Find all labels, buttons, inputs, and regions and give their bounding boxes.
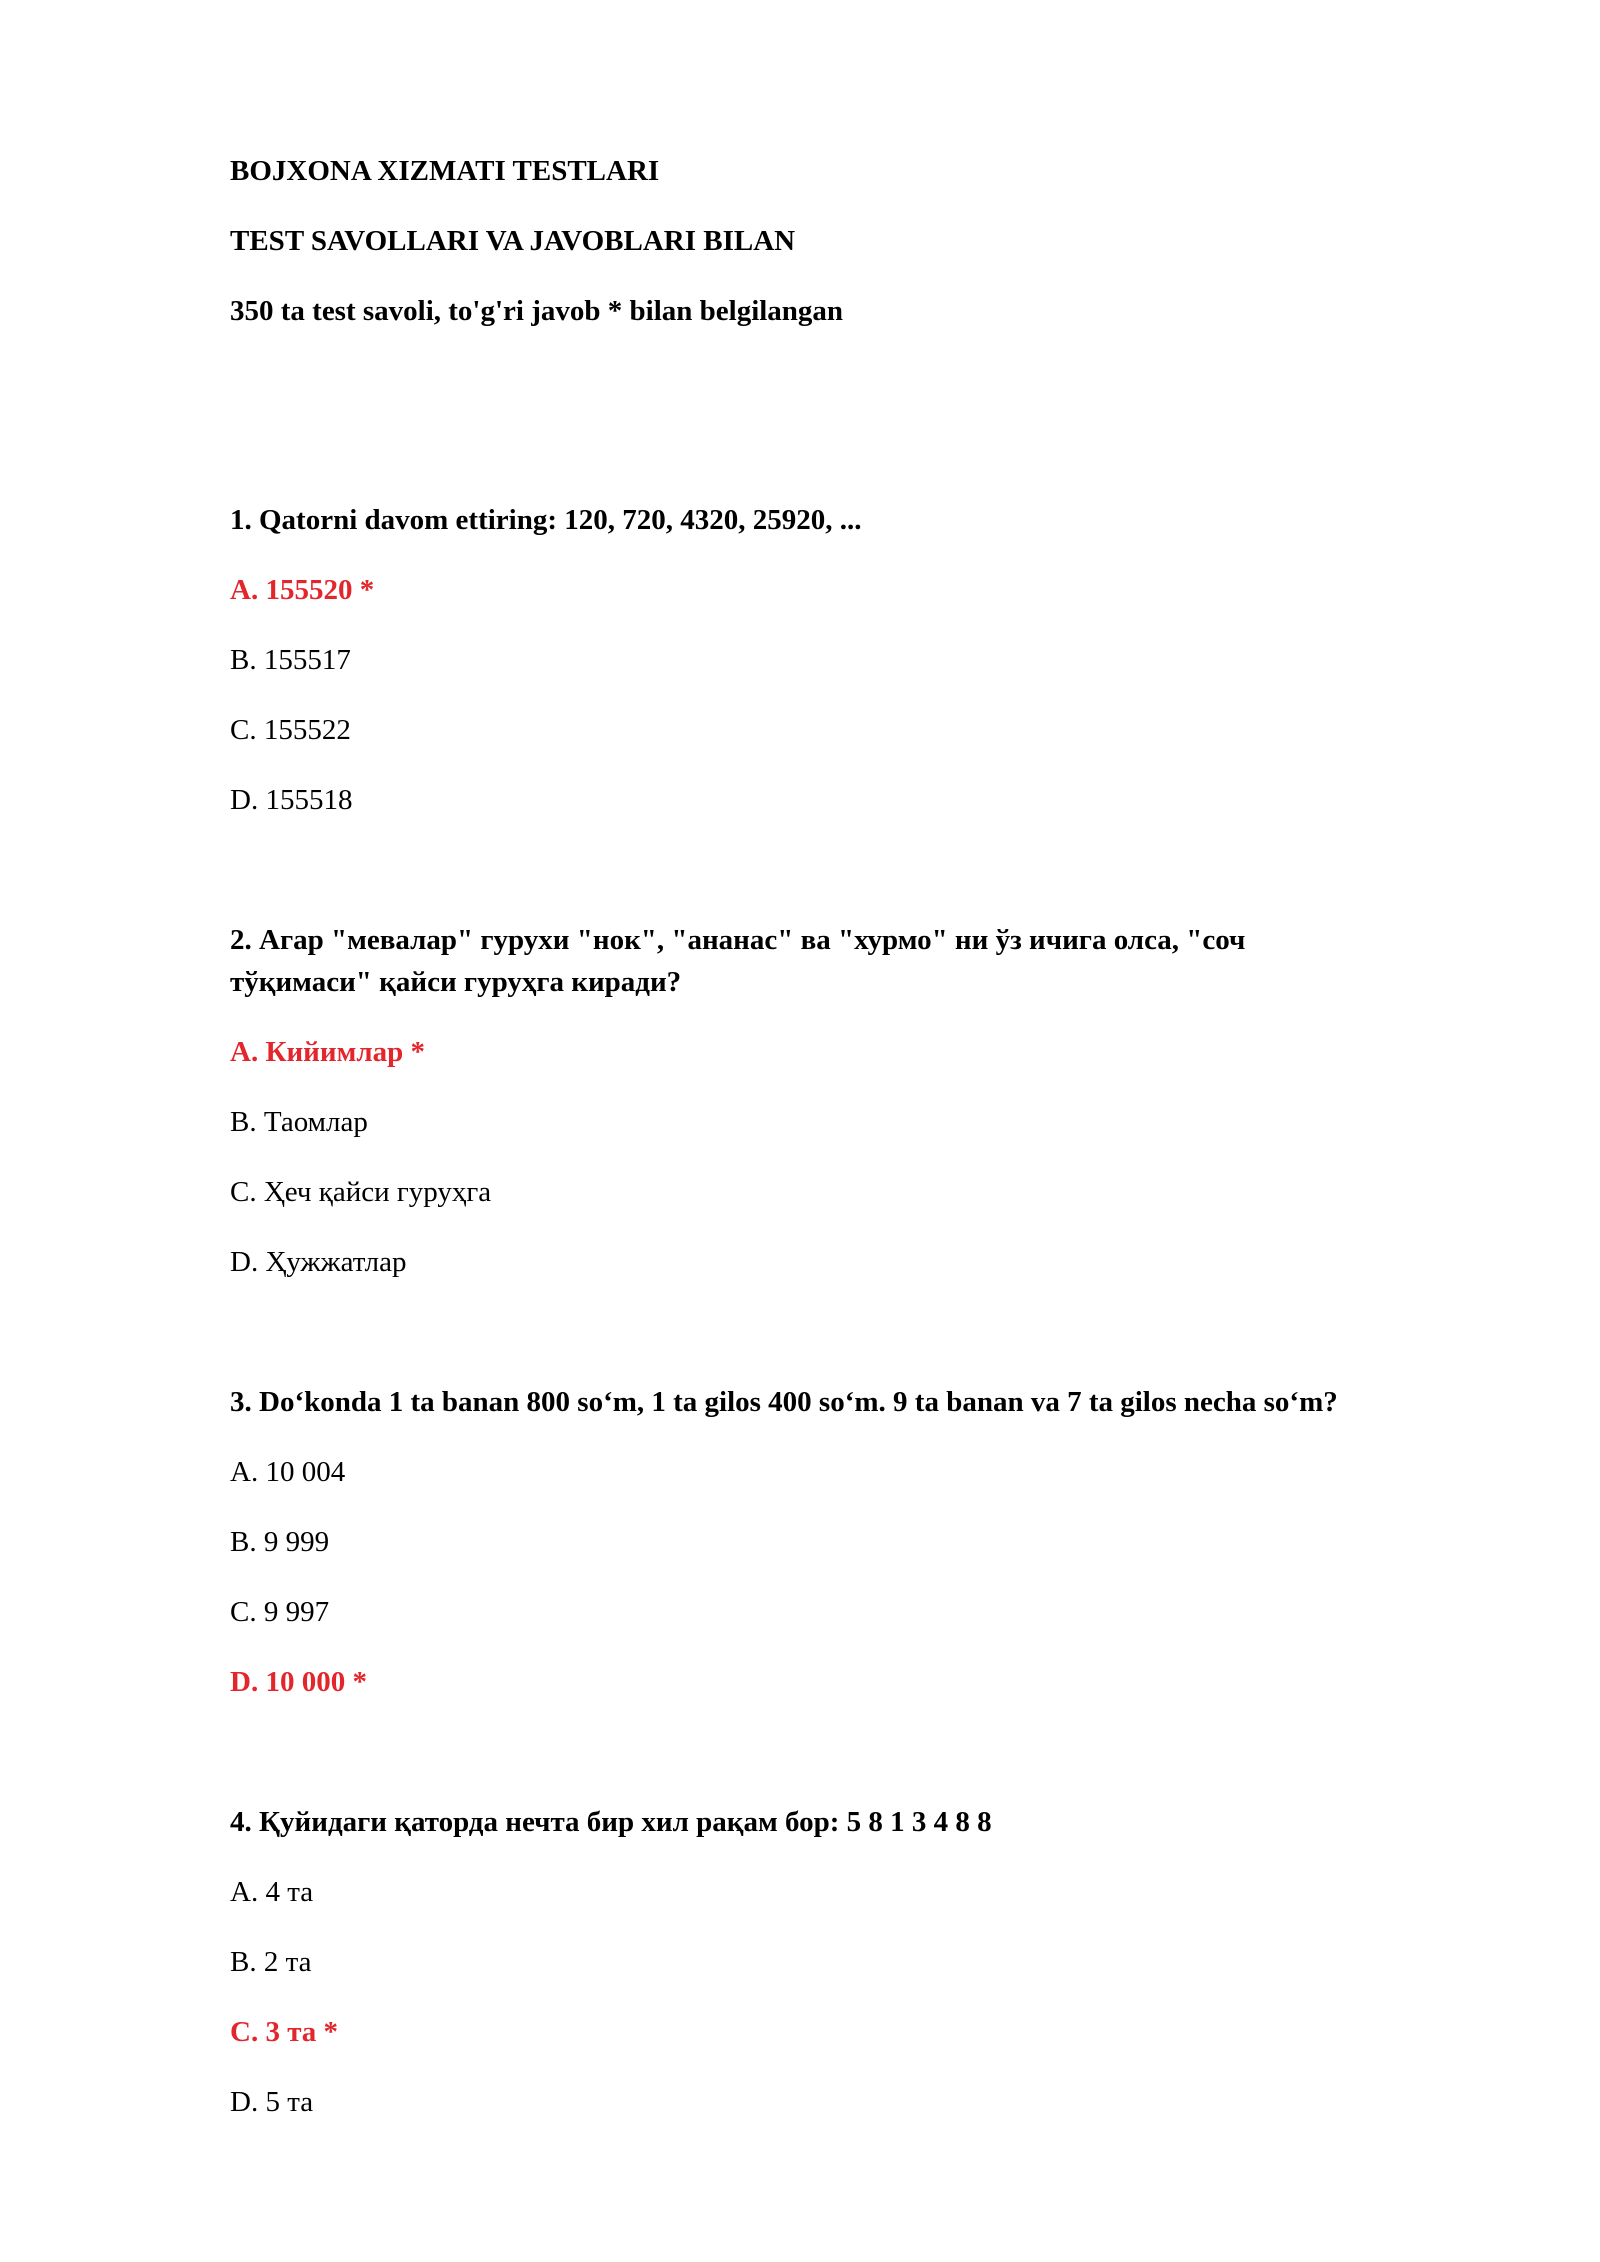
question-4-option-d: D. 5 та (230, 2086, 314, 2118)
question-4-option-c: C. 3 та * (230, 2016, 339, 2048)
question-2-option-d: D. Ҳужжатлар (230, 1246, 407, 1278)
document-subtitle: TEST SAVOLLARI VA JAVOBLARI BILAN (230, 225, 796, 257)
question-4-option-b: B. 2 та (230, 1946, 312, 1978)
question-1-option-c: C. 155522 (230, 714, 351, 746)
question-2-text: 2. Агар "мевалар" гурухи "нок", "ананас" ва "хурмо" ни ўз ичига олса, "соч тўқимаси" қайси гуруҳга киради? (230, 924, 1246, 998)
question-4-text: 4. Қуйидаги қаторда нечта бир хил рақам бор: 5 8 1 3 4 8 8 (230, 1806, 992, 1838)
question-2-option-b: B. Таомлар (230, 1106, 368, 1138)
document-title: BOJXONA XIZMATI TESTLARI (230, 155, 660, 187)
question-3-option-d: D. 10 000 * (230, 1666, 367, 1698)
document-note: 350 ta test savoli, to'g'ri javob * bilan belgilangan (230, 295, 844, 327)
question-3-option-a: A. 10 004 (230, 1456, 346, 1488)
question-1-text: 1. Qatorni davom ettiring: 120, 720, 4320, 25920, ... (230, 504, 862, 536)
question-1-option-b: B. 155517 (230, 644, 351, 676)
question-1-option-a: A. 155520 * (230, 574, 375, 606)
question-2-option-a: A. Кийимлар * (230, 1036, 425, 1068)
question-3-text: 3. Do‘konda 1 ta banan 800 so‘m, 1 ta gilos 400 so‘m. 9 ta banan va 7 ta gilos necha so‘m? (230, 1386, 1338, 1418)
question-3-option-b: B. 9 999 (230, 1526, 330, 1558)
question-3-option-c: C. 9 997 (230, 1596, 330, 1628)
question-2-option-c: C. Ҳеч қайси гуруҳга (230, 1176, 492, 1208)
question-4-option-a: A. 4 та (230, 1876, 314, 1908)
question-1-option-d: D. 155518 (230, 784, 353, 816)
